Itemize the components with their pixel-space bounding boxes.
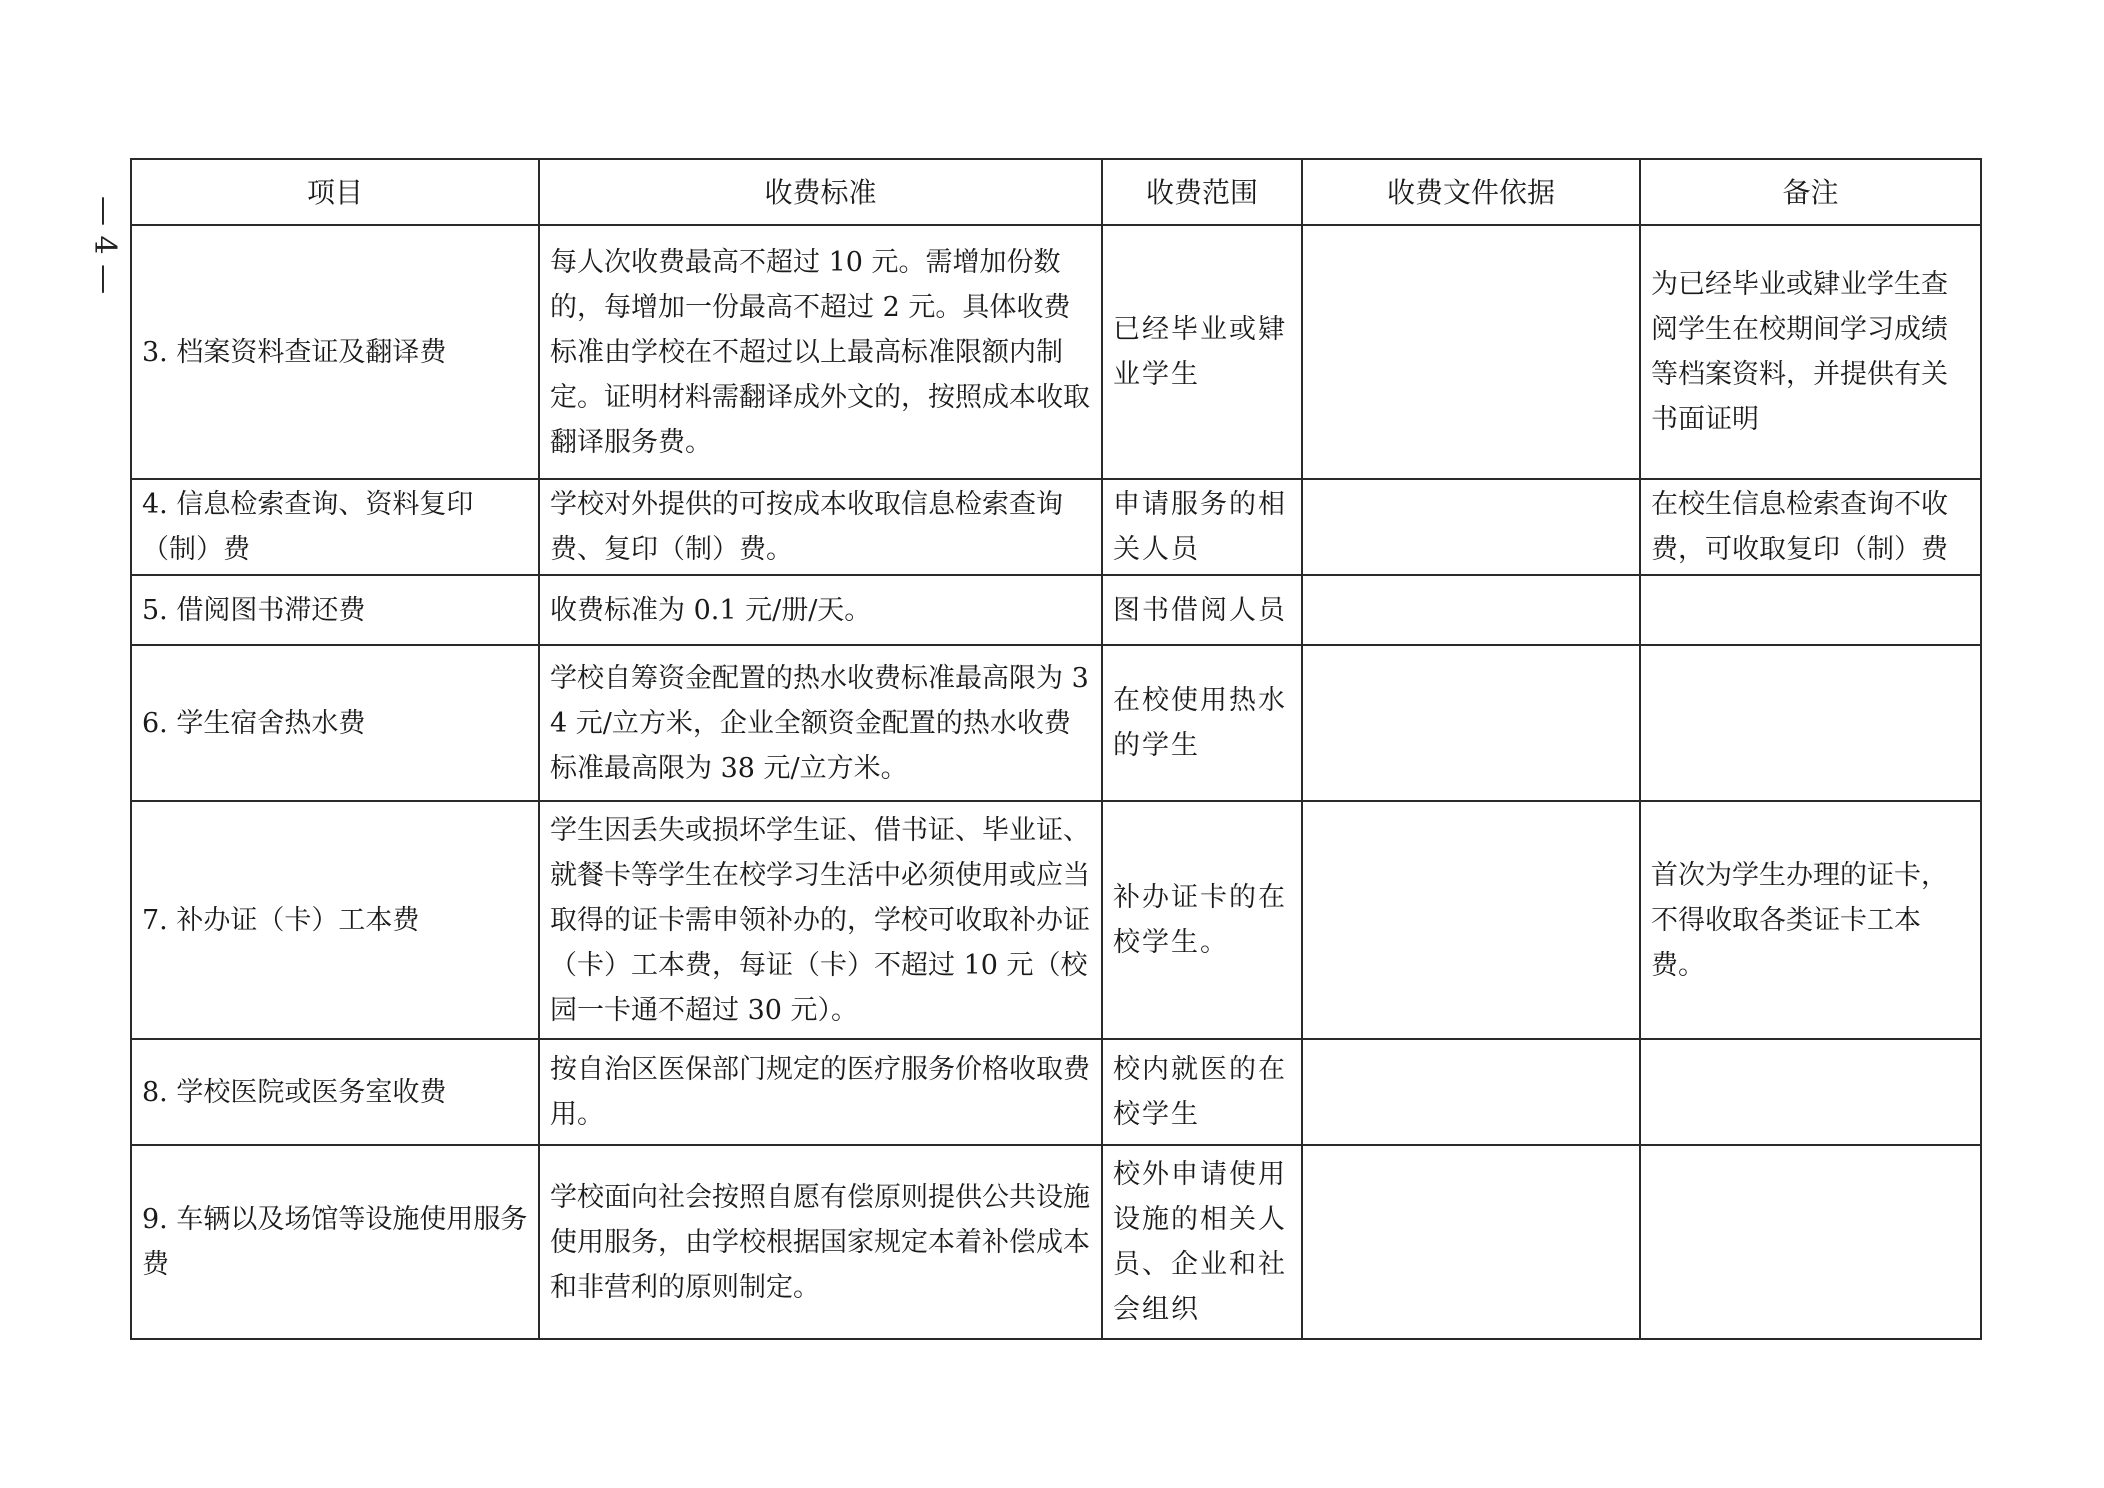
cell-basis — [1302, 801, 1640, 1039]
cell-note: 首次为学生办理的证卡，不得收取各类证卡工本费。 — [1640, 801, 1981, 1039]
cell-standard: 学校自筹资金配置的热水收费标准最高限为 34 元/立方米，企业全额资金配置的热水收费标准最高限为 38 元/立方米。 — [539, 645, 1102, 801]
table-row — [131, 479, 1981, 575]
table-row — [131, 1145, 1981, 1339]
header-note: 备注 — [1640, 159, 1981, 225]
cell-note — [1640, 1039, 1981, 1145]
cell-scope: 校外申请使用设施的相关人员、企业和社会组织 — [1102, 1145, 1302, 1339]
table-row — [131, 801, 1981, 1039]
header-standard: 收费标准 — [539, 159, 1102, 225]
cell-standard: 收费标准为 0.1 元/册/天。 — [539, 575, 1102, 645]
cell-standard: 学校面向社会按照自愿有偿原则提供公共设施使用服务，由学校根据国家规定本着补偿成本和非营利的原则制定。 — [539, 1145, 1102, 1339]
cell-note — [1640, 1145, 1981, 1339]
cell-item: 7. 补办证（卡）工本费 — [131, 801, 539, 1039]
cell-scope: 补办证卡的在校学生。 — [1102, 801, 1302, 1039]
cell-note: 在校生信息检索查询不收费，可收取复印（制）费 — [1640, 479, 1981, 575]
header-item: 项目 — [131, 159, 539, 225]
page-number: — 4 — — [87, 195, 122, 295]
cell-note — [1640, 575, 1981, 645]
cell-item: 4. 信息检索查询、资料复印（制）费 — [131, 479, 539, 575]
cell-item: 8. 学校医院或医务室收费 — [131, 1039, 539, 1145]
cell-standard: 学生因丢失或损坏学生证、借书证、毕业证、就餐卡等学生在校学习生活中必须使用或应当取得的证卡需申领补办的，学校可收取补办证（卡）工本费，每证（卡）不超过 10 元（校园一卡通不超过 30 元）。 — [539, 801, 1102, 1039]
table-header-row — [131, 159, 1981, 225]
cell-standard: 学校对外提供的可按成本收取信息检索查询费、复印（制）费。 — [539, 479, 1102, 575]
table-row — [131, 1039, 1981, 1145]
cell-basis — [1302, 575, 1640, 645]
cell-scope: 图书借阅人员 — [1102, 575, 1302, 645]
cell-basis — [1302, 1145, 1640, 1339]
cell-scope: 申请服务的相关人员 — [1102, 479, 1302, 575]
cell-note — [1640, 645, 1981, 801]
cell-standard: 按自治区医保部门规定的医疗服务价格收取费用。 — [539, 1039, 1102, 1145]
cell-basis — [1302, 479, 1640, 575]
header-basis: 收费文件依据 — [1302, 159, 1640, 225]
cell-item: 6. 学生宿舍热水费 — [131, 645, 539, 801]
cell-standard: 每人次收费最高不超过 10 元。需增加份数的，每增加一份最高不超过 2 元。具体收费标准由学校在不超过以上最高标准限额内制定。证明材料需翻译成外文的，按照成本收取翻译服务费。 — [539, 225, 1102, 479]
cell-item: 5. 借阅图书滞还费 — [131, 575, 539, 645]
table-row — [131, 575, 1981, 645]
cell-scope: 校内就医的在校学生 — [1102, 1039, 1302, 1145]
cell-basis — [1302, 225, 1640, 479]
cell-scope: 在校使用热水的学生 — [1102, 645, 1302, 801]
cell-item: 3. 档案资料查证及翻译费 — [131, 225, 539, 479]
cell-note: 为已经毕业或肄业学生查阅学生在校期间学习成绩等档案资料，并提供有关书面证明 — [1640, 225, 1981, 479]
cell-item: 9. 车辆以及场馆等设施使用服务费 — [131, 1145, 539, 1339]
table-row — [131, 645, 1981, 801]
header-scope: 收费范围 — [1102, 159, 1302, 225]
cell-basis — [1302, 1039, 1640, 1145]
table-row — [131, 225, 1981, 479]
cell-scope: 已经毕业或肄业学生 — [1102, 225, 1302, 479]
cell-basis — [1302, 645, 1640, 801]
fee-table — [130, 158, 1982, 1340]
